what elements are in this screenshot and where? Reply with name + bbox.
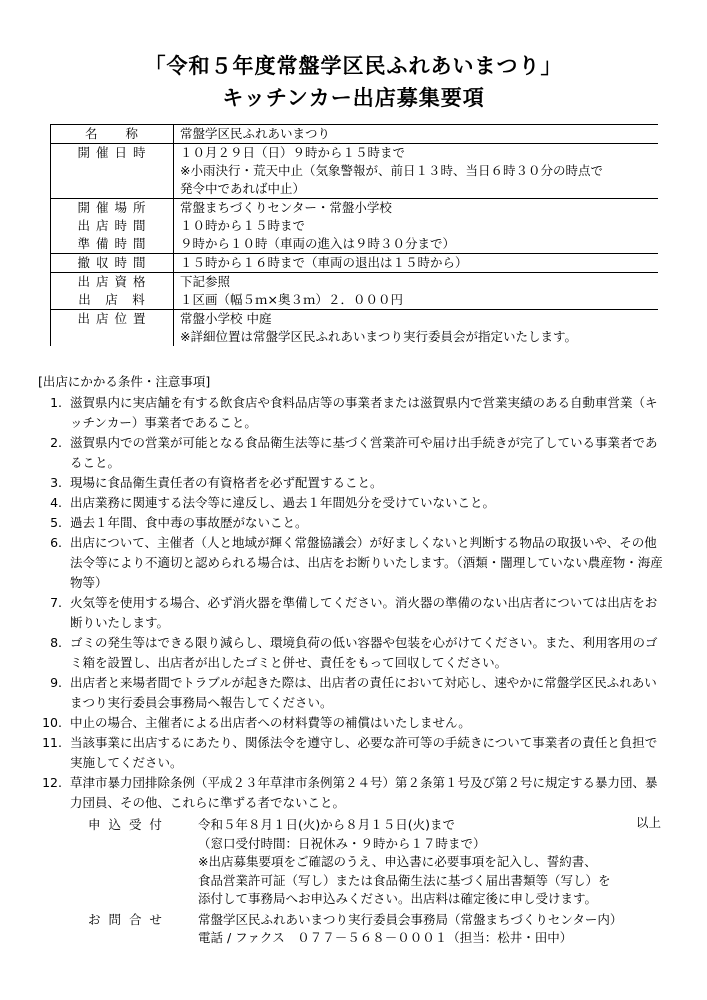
item-number: 3. bbox=[50, 475, 62, 490]
application-line: （窓口受付時間：日祝休み・９時から１７時まで） bbox=[198, 835, 486, 851]
info-value: ※詳細位置は常盤学区民ふれあいまつり実行委員会が指定いたします。 bbox=[180, 329, 577, 344]
item-text: 火気等を使用する場合、必ず消火器を準備してください。消火器の準備のない出店者については出店をお断りいたします。 bbox=[70, 595, 658, 630]
event-info-table bbox=[50, 124, 658, 346]
contact-line: 電話 / ファクス ０７７－５６８－０００１（担当：松井・田中） bbox=[198, 930, 573, 945]
info-value: ※小雨決行・荒天中止（気象警報が、前日１３時、当日６時３０分の時点で bbox=[180, 163, 603, 178]
item-number: 10. bbox=[42, 715, 62, 730]
list-item bbox=[38, 473, 663, 493]
item-number: 8. bbox=[50, 635, 62, 650]
item-number: 1. bbox=[50, 395, 62, 410]
item-number: 9. bbox=[50, 675, 62, 690]
info-value: 常盤まちづくりセンター・常盤小学校 bbox=[180, 200, 392, 215]
info-value: １０時から１５時まで bbox=[180, 218, 306, 233]
item-text: 出店について、主催者（人と地域が輝く常盤協議会）が好ましくないと判断する物品の取扱いや、その他法令等により不適切と認められる場合は、出店をお断りいたします。（酒類・闇理していない農産物・海産物等） bbox=[70, 535, 663, 590]
contact-row bbox=[88, 911, 668, 948]
item-number: 4. bbox=[50, 495, 62, 510]
application-label: 申 込 受 付 bbox=[88, 817, 164, 832]
item-text: 中止の場合、主催者による出店者への材料費等の補償はいたしません。 bbox=[70, 715, 471, 730]
info-value: １区画（幅５ｍ×奥３ｍ）２．０００円 bbox=[180, 292, 403, 307]
info-row-datetime bbox=[51, 144, 659, 199]
item-text: 現場に食品衛生責任者の有資格者を必ず配置すること。 bbox=[70, 475, 383, 490]
item-text: 当該事業に出店するにあたり、関係法令を遵守し、必要な許可等の手続きについて事業者の責任と負担で実施してください。 bbox=[70, 735, 658, 770]
list-item bbox=[38, 733, 663, 773]
item-number: 5. bbox=[50, 515, 62, 530]
closing-mark: 以上 bbox=[635, 815, 661, 830]
conditions-section bbox=[38, 372, 663, 833]
info-label: 出 店 位 置 bbox=[51, 310, 174, 347]
info-label: 出 店 時 間 bbox=[51, 217, 174, 235]
info-row-name bbox=[51, 125, 659, 144]
list-item bbox=[38, 593, 663, 633]
contact-line: 常盤学区民ふれあいまつり実行委員会事務局（常盤まちづくりセンター内） bbox=[198, 911, 623, 927]
item-number: 11. bbox=[42, 735, 62, 750]
info-value: 下記参照 bbox=[180, 274, 231, 289]
info-row-fee bbox=[51, 291, 659, 310]
list-item bbox=[38, 713, 663, 733]
list-item bbox=[38, 633, 663, 673]
list-item bbox=[38, 513, 663, 533]
list-item bbox=[38, 433, 663, 473]
list-item bbox=[38, 673, 663, 713]
application-line: ※出店募集要項をご確認のうえ、申込書に必要事項を記入し、誓約書、 bbox=[198, 854, 597, 869]
info-row-venue bbox=[51, 199, 659, 218]
info-value: 常盤小学校 中庭 bbox=[180, 311, 272, 326]
application-line: 添付して事務局へお申込みください。出店料は確定後に申し受けます。 bbox=[198, 891, 598, 906]
info-label: 開 催 場 所 bbox=[51, 199, 174, 218]
info-label: 撤 収 時 間 bbox=[51, 254, 174, 273]
application-section bbox=[88, 816, 668, 948]
conditions-heading: [出店にかかる条件・注意事項] bbox=[38, 374, 211, 389]
application-line: 食品営業許可証（写し）または食品衛生法に基づく届出書類等（写し）を bbox=[198, 872, 611, 888]
info-row-teardown-hours bbox=[51, 254, 659, 273]
info-label: 開 催 日 時 bbox=[51, 144, 174, 199]
info-row-setup-hours bbox=[51, 235, 659, 254]
info-value: 発令中であれば中止） bbox=[180, 181, 306, 196]
info-label: 名 称 bbox=[51, 125, 174, 144]
info-row-location bbox=[51, 310, 659, 347]
item-text: 草津市暴力団排除条例（平成２３年草津市条例第２４号）第２条第１号及び第２号に規定する暴力団、暴力団員、その他、これらに準ずる者でないこと。 bbox=[70, 775, 658, 810]
info-label: 出 店 資 格 bbox=[51, 273, 174, 292]
list-item bbox=[38, 493, 663, 513]
item-text: 過去１年間、食中毒の事故歴がないこと。 bbox=[70, 515, 308, 530]
info-value: １５時から１６時まで（車両の退出は１５時から） bbox=[180, 255, 468, 270]
document-subtitle: キッチンカー出店募集要項 bbox=[222, 86, 485, 110]
application-row bbox=[88, 816, 668, 909]
info-label: 出 店 料 bbox=[51, 291, 174, 310]
item-text: 出店業務に関連する法令等に違反し、過去１年間処分を受けていないこと。 bbox=[70, 495, 496, 510]
item-text: 出店者と来場者間でトラブルが起きた際は、出店者の責任において対応し、速やかに常盤学区民ふれあいまつり実行委員会事務局へ報告してください。 bbox=[70, 675, 657, 710]
application-line: 令和５年８月１日(火)から８月１５日(火)まで bbox=[198, 817, 456, 832]
item-number: 7. bbox=[50, 595, 62, 610]
list-item bbox=[38, 773, 663, 813]
info-value: 常盤学区民ふれあいまつり bbox=[180, 126, 331, 141]
conditions-list bbox=[38, 393, 663, 813]
list-item bbox=[38, 533, 663, 593]
item-text: ゴミの発生等はできる限り減らし、環境負荷の低い容器や包装を心がけてください。また、利用客用のゴミ箱を設置し、出店者が出したゴミと併せ、責任をもって回収してください。 bbox=[70, 635, 658, 670]
item-number: 12. bbox=[42, 775, 62, 790]
info-label: 準 備 時 間 bbox=[51, 235, 174, 254]
list-item bbox=[38, 393, 663, 433]
item-text: 滋賀県内に実店舗を有する飲食店や食料品店等の事業者または滋賀県内で営業実績のある自動車営業（キッチンカー）事業者であること。 bbox=[70, 395, 658, 430]
info-row-open-hours bbox=[51, 217, 659, 235]
info-value: ９時から１０時（車両の進入は９時３０分まで） bbox=[180, 236, 456, 251]
info-row-eligibility bbox=[51, 273, 659, 292]
item-number: 6. bbox=[50, 535, 62, 550]
info-value: １０月２９日（日）９時から１５時まで bbox=[180, 145, 406, 160]
item-text: 滋賀県内での営業が可能となる食品衛生法等に基づく営業許可や届け出手続きが完了している事業者であること。 bbox=[70, 435, 658, 470]
contact-label: お 問 合 せ bbox=[88, 911, 164, 927]
document-title: 「令和５年度常盤学区民ふれあいまつり」 bbox=[144, 54, 563, 78]
item-number: 2. bbox=[50, 435, 62, 450]
